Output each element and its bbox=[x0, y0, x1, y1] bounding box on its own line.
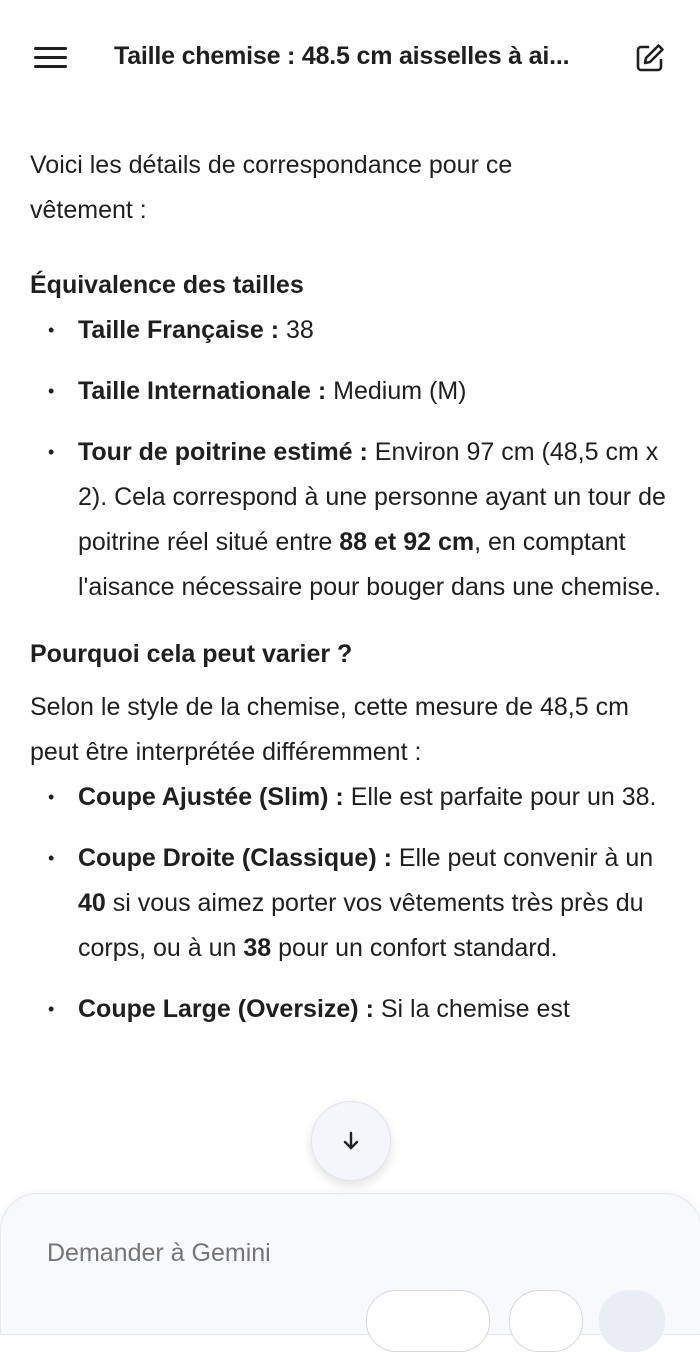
size-list bbox=[30, 308, 670, 610]
arrow-down-icon bbox=[340, 1130, 362, 1152]
intro-paragraph: Voici les détails de correspondance pour ce vêtement : bbox=[30, 151, 513, 224]
list-item: • Coupe Droite (Classique) : Elle peut convenir à un 40 si vous aimez porter vos vêtements très près du corps, ou à un 38 pour un confort standard. bbox=[30, 836, 670, 971]
prompt-composer bbox=[0, 1193, 700, 1335]
scroll-to-bottom-button[interactable] bbox=[311, 1101, 391, 1181]
conversation-title[interactable]: Taille chemise : 48.5 cm aisselles à ai... bbox=[114, 42, 570, 70]
response-content bbox=[30, 143, 670, 1032]
top-bar bbox=[0, 0, 700, 115]
menu-icon bbox=[34, 47, 67, 50]
prompt-input[interactable] bbox=[45, 1238, 549, 1269]
edit-icon bbox=[634, 42, 666, 74]
list-item: • Coupe Large (Oversize) : Si la chemise est bbox=[30, 987, 670, 1032]
fit-list bbox=[30, 775, 670, 1032]
list-item: • Taille Française : 38 bbox=[30, 308, 670, 353]
paragraph: Selon le style de la chemise, cette mesure de 48,5 cm peut être interprétée différemment : bbox=[30, 693, 629, 766]
section-title: Équivalence des tailles bbox=[30, 271, 304, 299]
list-item: • Taille Internationale : Medium (M) bbox=[30, 369, 670, 414]
mic-button[interactable] bbox=[599, 1290, 665, 1352]
new-chat-button[interactable] bbox=[634, 42, 666, 74]
list-item: • Coupe Ajustée (Slim) : Elle est parfaite pour un 38. bbox=[30, 775, 670, 820]
menu-button[interactable] bbox=[34, 44, 68, 70]
list-item: • Tour de poitrine estimé : Environ 97 cm (48,5 cm x 2). Cela correspond à une personne ayant un tour de poitrine réel situé entre 88 et 92 cm, en comptant l'aisance nécessaire pour bouger dans une chemise. bbox=[30, 430, 670, 610]
section-title: Pourquoi cela peut varier ? bbox=[30, 640, 353, 668]
composer-chip[interactable] bbox=[366, 1290, 490, 1352]
composer-chip[interactable] bbox=[509, 1290, 583, 1352]
